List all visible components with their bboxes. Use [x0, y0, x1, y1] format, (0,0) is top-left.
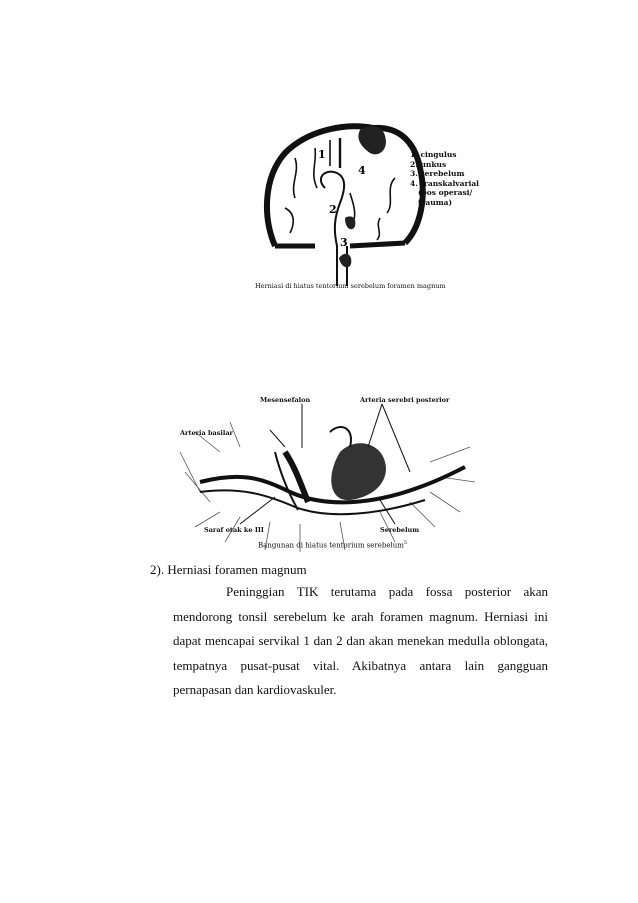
- label-serebelum: Serebelum: [380, 526, 420, 534]
- paragraph-text: Peninggian TIK terutama pada fossa posterior akan mendorong tonsil serebelum ke arah foramen magnum. Herniasi ini dapat mencapai servikal 1 dan 2 dan akan menekan medulla oblongata, tempatnya pusat-pusat vital. Akibatnya antara lain gangguan pernapasan dan kardiovaskuler.: [173, 584, 548, 697]
- figure1-caption: Herniasi di hiatus tentorium serebelum foramen magnum: [255, 282, 446, 290]
- legend-item: trauma): [418, 197, 453, 207]
- legend-item: 4. transkalvarial: [410, 178, 480, 188]
- legend-item: 1. cingulus: [410, 150, 457, 159]
- marker-2: 2: [329, 203, 337, 216]
- label-arteria-basilar: Arteria basilar: [180, 429, 233, 437]
- figure1-legend: [410, 150, 479, 207]
- marker-4: 4: [358, 164, 366, 177]
- tentorium-figure: [180, 392, 480, 560]
- marker-1: 1: [318, 148, 326, 161]
- herniation-mass-3: [339, 254, 351, 268]
- figure2-caption: Bangunan di hiatus tentorium serebelum$^5$: [258, 540, 408, 550]
- herniation-mass-2: [345, 216, 355, 229]
- label-arteria-posterior: Arteria serebri posterior: [360, 396, 450, 404]
- label-mesensefalon: Mesensefalon: [260, 396, 311, 404]
- section-paragraph: [173, 580, 548, 703]
- legend-item: (pos operasi/: [418, 188, 473, 197]
- herniation-mass-4: [358, 126, 386, 154]
- marker-3: 3: [340, 236, 348, 249]
- section-heading: 2). Herniasi foramen magnum: [150, 562, 307, 577]
- caption-footnote: 5: [403, 540, 408, 546]
- legend-item: 2. unkus: [410, 159, 447, 169]
- legend-item: 3. serebelum: [410, 169, 465, 178]
- brain-herniation-figure: [255, 118, 485, 290]
- cerebellum-shaded: [331, 443, 386, 500]
- label-saraf: Saraf otak ke III: [204, 526, 264, 534]
- tentorium-illustration: [180, 392, 480, 560]
